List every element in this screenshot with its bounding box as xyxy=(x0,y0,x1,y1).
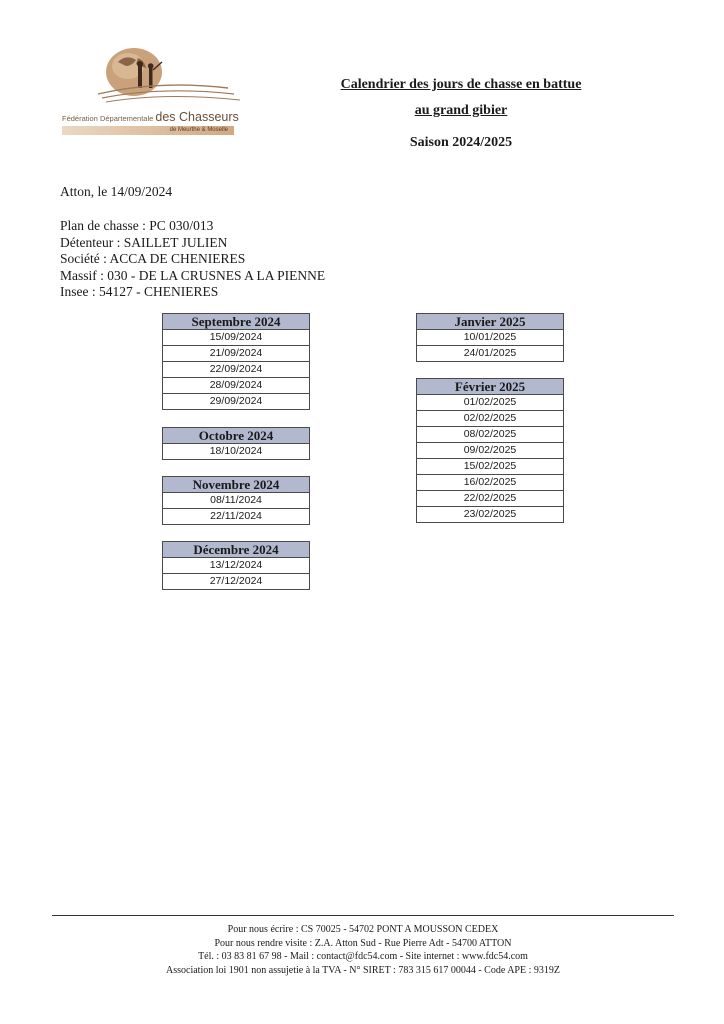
date-row: 08/11/2024 xyxy=(163,493,309,509)
month-header: Novembre 2024 xyxy=(163,477,309,493)
logo-org-name xyxy=(62,110,239,124)
month-table-decembre xyxy=(162,541,310,590)
date-row: 24/01/2025 xyxy=(463,347,517,359)
footer-legal: Association loi 1901 non assujetie à la TVA - N° SIRET : 783 315 617 00044 - Code APE : 9319Z xyxy=(166,964,560,976)
footer-divider xyxy=(52,915,674,916)
footer-postal: Pour nous écrire : CS 70025 - 54702 PONT A MOUSSON CEDEX xyxy=(227,924,499,935)
date-row: 01/02/2025 xyxy=(417,395,563,411)
title-line1: Calendrier des jours de chasse en battue xyxy=(340,77,582,92)
society: Société : ACCA DE CHENIERES xyxy=(60,251,246,267)
footer xyxy=(52,923,674,977)
hunters-logo-icon xyxy=(58,42,248,112)
date-row: 23/02/2025 xyxy=(463,508,517,520)
holder: Détenteur : SAILLET JULIEN xyxy=(60,234,228,250)
month-table-novembre xyxy=(162,476,310,525)
date-row: 28/09/2024 xyxy=(163,378,309,394)
date-row: 10/01/2025 xyxy=(417,330,563,346)
date-row: 16/02/2025 xyxy=(417,475,563,491)
month-table-septembre xyxy=(162,313,310,410)
month-table-janvier xyxy=(416,313,564,362)
date-row: 18/10/2024 xyxy=(209,445,263,457)
date-row: 13/12/2024 xyxy=(163,558,309,574)
logo-org-prefix: Fédération Départementale xyxy=(62,114,154,123)
date-row: 27/12/2024 xyxy=(209,575,263,587)
logo-org-main: des Chasseurs xyxy=(155,110,239,124)
footer-contact: Tél. : 03 83 81 67 98 - Mail : contact@fdc54.com - Site internet : www.fdc54.com xyxy=(198,951,528,962)
date-row: 09/02/2025 xyxy=(417,443,563,459)
month-header: Octobre 2024 xyxy=(163,428,309,444)
month-header: Décembre 2024 xyxy=(163,542,309,558)
logo-band xyxy=(62,126,234,135)
date-row: 22/02/2025 xyxy=(417,491,563,507)
date-row: 15/09/2024 xyxy=(163,330,309,346)
month-table-fevrier xyxy=(416,378,564,523)
date-row: 21/09/2024 xyxy=(163,346,309,362)
month-table-octobre xyxy=(162,427,310,460)
date-row: 08/02/2025 xyxy=(417,427,563,443)
footer-visit: Pour nous rendre visite : Z.A. Atton Sud - Rue Pierre Adt - 54700 ATTON xyxy=(214,937,512,949)
letter-info xyxy=(60,184,325,300)
date-row: 22/09/2024 xyxy=(163,362,309,378)
federation-logo xyxy=(58,42,248,138)
season-title: Saison 2024/2025 xyxy=(409,135,513,150)
date-row: 29/09/2024 xyxy=(209,395,263,407)
month-header: Février 2025 xyxy=(417,379,563,395)
date-row: 15/02/2025 xyxy=(417,459,563,475)
date-row: 02/02/2025 xyxy=(417,411,563,427)
place-date: Atton, le 14/09/2024 xyxy=(60,184,173,199)
title-line2: au grand gibier xyxy=(414,103,508,118)
massif: Massif : 030 - DE LA CRUSNES A LA PIENNE xyxy=(60,267,326,283)
logo-org-region: de Meurthe & Moselle xyxy=(169,127,228,133)
month-header: Septembre 2024 xyxy=(163,314,309,330)
insee: Insee : 54127 - CHENIERES xyxy=(60,284,219,300)
date-row: 22/11/2024 xyxy=(210,510,262,522)
month-header: Janvier 2025 xyxy=(417,314,563,330)
hunting-plan: Plan de chasse : PC 030/013 xyxy=(60,218,214,234)
